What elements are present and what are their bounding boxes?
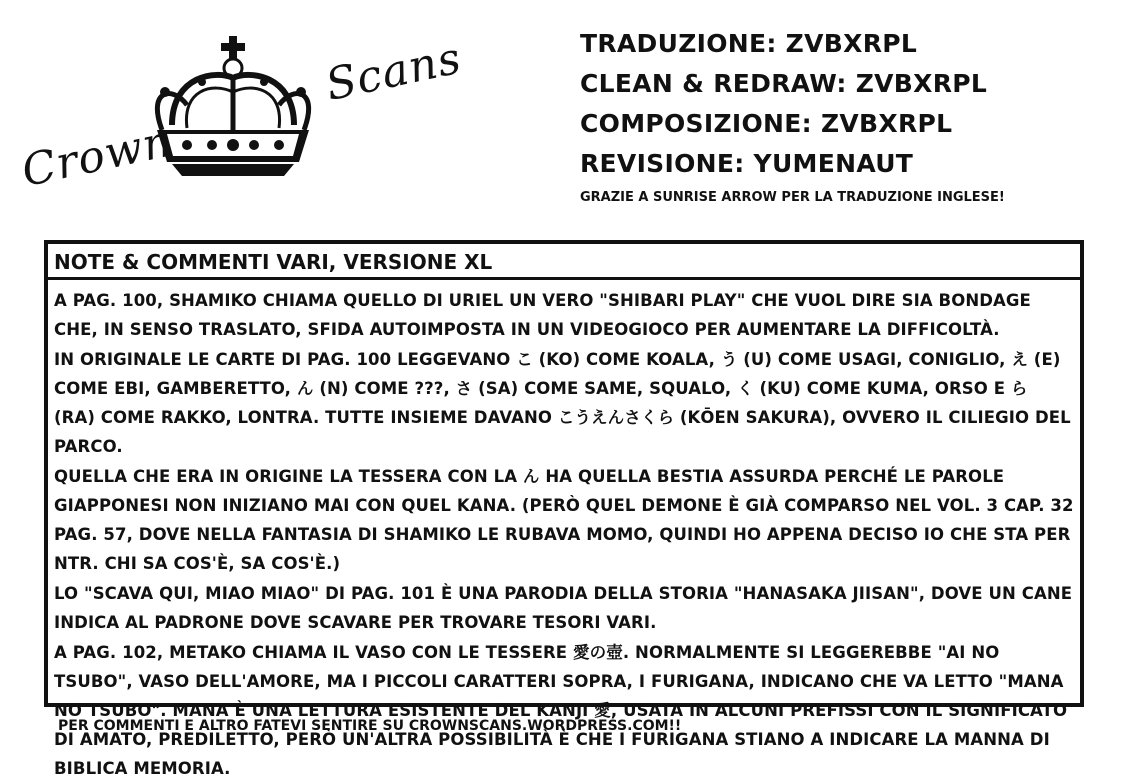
footer-note: PER COMMENTI E ALTRO FATEVI SENTIRE SU CROWNSCANS.WORDPRESS.COM!! <box>58 718 682 734</box>
note-paragraph: IN ORIGINALE LE CARTE DI PAG. 100 LEGGEVANO こ (KO) COME KOALA, う (U) COME USAGI, CONIGLIO, え (E) COME EBI, GAMBERETTO, ん (N) COME ???, さ (SA) COME SAME, SQUALO, く (KU) COME KUMA, ORSO E ら (RA) COME RAKKO, LONTRA. TUTTE INSIEME DAVANO こうえんさくら (KŌEN SAKURA), OVVERO IL CILIEGIO DEL PARCO. <box>54 350 1071 456</box>
note-paragraph: A PAG. 100, SHAMIKO CHIAMA QUELLO DI URIEL UN VERO "SHIBARI PLAY" CHE VUOL DIRE SIA BONDAGE CHE, IN SENSO TRASLATO, SFIDA AUTOIMPOSTA IN UN VIDEOGIOCO PER AUMENTARE LA DIFFICOLTÀ. <box>54 291 1031 339</box>
notes-header: NOTE & COMMENTI VARI, VERSIONE XL <box>48 244 1080 280</box>
credit-translation: TRADUZIONE: ZVBXRPL <box>580 29 918 58</box>
crown-scans-logo <box>17 30 472 215</box>
credit-thanks: GRAZIE A SUNRISE ARROW PER LA TRADUZIONE INGLESE! <box>580 190 1005 205</box>
credits-block <box>580 24 1100 205</box>
note-paragraph: QUELLA CHE ERA IN ORIGINE LA TESSERA CON LA ん HA QUELLA BESTIA ASSURDA PERCHÉ LE PAROLE GIAPPONESI NON INIZIANO MAI CON QUEL KANA. (PERÒ QUEL DEMONE È GIÀ COMPARSO NEL VOL. 3 CAP. 32 PAG. 57, DOVE NELLA FANTASIA DI SHAMIKO LE RUBAVA MOMO, QUINDI HO APPENA DECISO IO CHE STA PER NTR. CHI SA COS'È, SA COS'È.) <box>54 467 1074 573</box>
credit-revision: REVISIONE: YUMENAUT <box>580 149 914 178</box>
logo-word-crown: Crown <box>17 115 177 197</box>
notes-body <box>48 280 1080 783</box>
logo-word-scans: Scans <box>321 32 466 111</box>
credit-clean-redraw: CLEAN & REDRAW: ZVBXRPL <box>580 69 988 98</box>
note-paragraph: A PAG. 102, METAKO CHIAMA IL VASO CON LE TESSERE 愛の壺. NORMALMENTE SI LEGGEREBBE "AI NO TSUBO", VASO DELL'AMORE, MA I PICCOLI CARATTERI SOPRA, I FURIGANA, INDICANO CHE VA LETTO "MANA NO TSUBO". MANA È UNA LETTURA ESISTENTE DEL KANJI 愛, USATA IN ALCUNI PREFISSI CON IL SIGNIFICATO DI AMATO, PREDILETTO, PERÒ UN'ALTRA POSSIBILITÀ È CHE I FURIGANA STIANO A INDICARE LA MANNA DI BIBLICA MEMORIA. <box>54 643 1068 778</box>
credit-composition: COMPOSIZIONE: ZVBXRPL <box>580 109 953 138</box>
note-paragraph: LO "SCAVA QUI, MIAO MIAO" DI PAG. 101 È UNA PARODIA DELLA STORIA "HANASAKA JIISAN", DOVE UN CANE INDICA AL PADRONE DOVE SCAVARE PER TROVARE TESORI VARI. <box>54 584 1073 632</box>
